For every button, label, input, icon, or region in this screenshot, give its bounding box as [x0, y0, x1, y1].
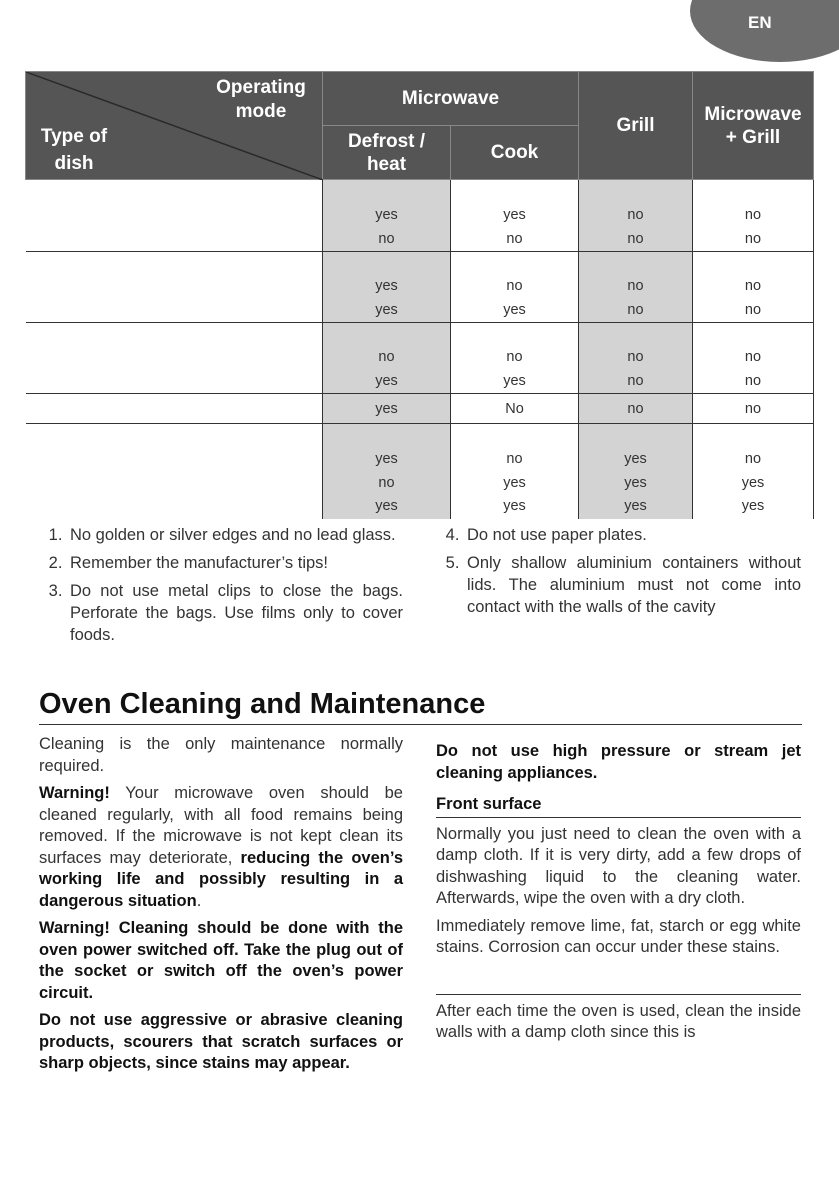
table-row — [26, 323, 814, 394]
footnote-2: 2. Remember the manufacturer’s tips! — [67, 552, 403, 574]
paragraph-stains: Immediately remove lime, fat, starch or egg white stains. Corrosion can occur under these stains. — [436, 916, 801, 956]
dish-type-cell — [26, 180, 323, 252]
header-type-of-dish: Type of dish — [40, 126, 108, 174]
grill-cell: no no — [579, 180, 693, 252]
defrost-cell: yes no — [323, 180, 451, 252]
language-tab — [690, 0, 839, 62]
dish-type-cell — [26, 252, 323, 323]
cook-cell: no yes yes — [451, 424, 579, 519]
defrost-cell: yes — [323, 394, 451, 424]
combi-cell: no yes yes — [693, 424, 814, 519]
cook-cell: No — [451, 394, 579, 424]
dish-type-cell — [26, 424, 323, 519]
footnote-4: 4. Do not use paper plates. — [464, 524, 801, 546]
table-row — [26, 424, 814, 519]
right-column — [436, 741, 801, 1044]
header-cook: Cook — [451, 126, 579, 180]
table-row — [26, 394, 814, 424]
cook-cell: no yes — [451, 252, 579, 323]
header-microwave: Microwave — [323, 72, 579, 126]
grill-cell: no — [579, 394, 693, 424]
table-row — [26, 180, 814, 252]
header-microwave-grill: Microwave + Grill — [693, 72, 814, 180]
defrost-cell: no yes — [323, 323, 451, 394]
footnote-1: 1. No golden or silver edges and no lead glass. — [67, 524, 403, 546]
language-label: EN — [748, 13, 772, 32]
grill-cell: no no — [579, 252, 693, 323]
header-grill: Grill — [579, 72, 693, 180]
defrost-cell: yes yes — [323, 252, 451, 323]
paragraph-maintenance: Cleaning is the only maintenance normally required. — [39, 735, 403, 775]
footnotes-left — [40, 524, 403, 652]
paragraph-front-surface: Normally you just need to clean the oven with a damp cloth. If it is very dirty, add a few drops of dishwashing liquid to the cleaning water. Afterwards, wipe the oven with a dry cloth. — [436, 824, 801, 907]
front-surface-heading: Front surface — [436, 794, 801, 818]
paragraph-warning-power: Warning! Cleaning should be done with the oven power switched off. Take the plug out of the socket or switch off the oven’s power circuit. — [39, 919, 403, 1002]
paragraph-warning-regular: Warning! Your microwave oven should be cleaned regularly, with all food remains being removed. If the microwave is not kept clean its surfaces may deteriorate, reducing the oven’s working life and possibly resulting in a dangerous situation. — [39, 784, 403, 910]
header-operating-mode: Operating mode — [216, 77, 306, 122]
header-corner — [26, 72, 323, 180]
paragraph-high-pressure: Do not use high pressure or stream jet cleaning appliances. — [436, 742, 801, 782]
paragraph-abrasive: Do not use aggressive or abrasive cleaning products, scourers that scratch surfaces or sharp objects, since stains may appear. — [39, 1011, 403, 1072]
section-title: Oven Cleaning and Maintenance — [39, 685, 802, 725]
dish-type-cell — [26, 323, 323, 394]
defrost-cell: yes no yes — [323, 424, 451, 519]
combi-cell: no — [693, 394, 814, 424]
dish-type-cell — [26, 394, 323, 424]
cook-cell: no yes — [451, 323, 579, 394]
cook-cell: yes no — [451, 180, 579, 252]
cookware-compatibility-table — [25, 71, 814, 519]
table-row — [26, 252, 814, 323]
footnote-5: 5. Only shallow aluminium containers without lids. The aluminium must not come into contact with the walls of the cavity — [464, 552, 801, 618]
left-column — [39, 734, 403, 1081]
paragraph-inside-walls: After each time the oven is used, clean the inside walls with a damp cloth since this is — [436, 994, 801, 1044]
grill-cell: no no — [579, 323, 693, 394]
header-defrost-heat: Defrost / heat — [323, 126, 451, 180]
combi-cell: no no — [693, 180, 814, 252]
footnotes-right — [437, 524, 801, 624]
combi-cell: no no — [693, 323, 814, 394]
combi-cell: no no — [693, 252, 814, 323]
footnote-3: 3. Do not use metal clips to close the bags. Perforate the bags. Use films only to cover foods. — [67, 580, 403, 646]
grill-cell: yes yes yes — [579, 424, 693, 519]
